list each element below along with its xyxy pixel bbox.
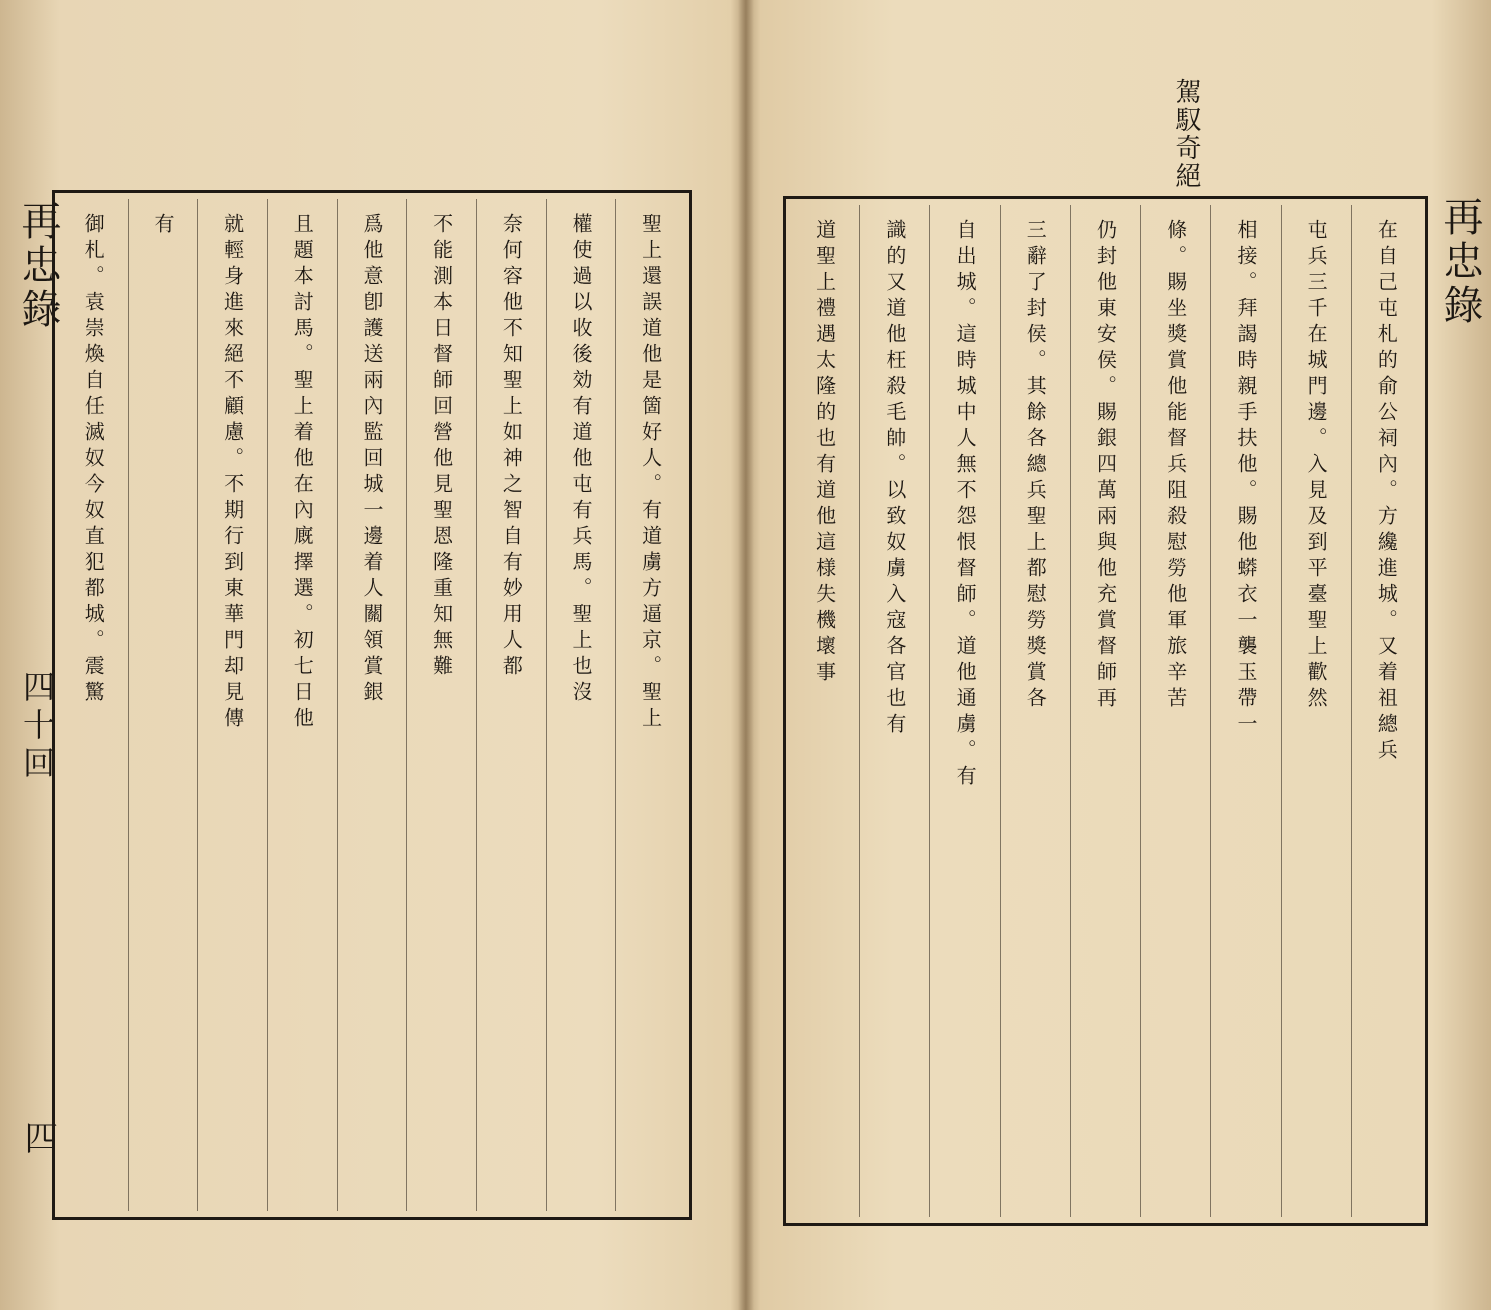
- left-text-frame: [52, 190, 692, 1220]
- column-text: 御札。袁崇煥自任滅奴今奴直犯都城。震驚: [81, 213, 106, 707]
- column-text: 且題本討馬。聖上着他在內廐擇選。初七日他: [290, 213, 315, 733]
- column-text: 相接。拜謁時親手扶他。賜他蟒衣一襲玉帶一: [1233, 219, 1258, 739]
- text-column: [1140, 205, 1210, 1217]
- column-text: 奈何容他不知聖上如神之智自有妙用人都: [499, 213, 524, 681]
- text-column: [406, 199, 476, 1211]
- column-text: 在自己屯札的俞公祠內。方纔進城。又着祖總兵: [1374, 219, 1399, 765]
- margin-chapter: 四十回: [18, 670, 56, 784]
- text-column: [790, 205, 859, 1217]
- text-column: [59, 199, 128, 1211]
- text-column: [337, 199, 407, 1211]
- text-column: [929, 205, 999, 1217]
- margin-leaf-number: 四: [18, 1120, 58, 1154]
- column-text: 權使過以收後効有道他屯有兵馬。聖上也沒: [568, 213, 593, 707]
- right-margin-title: 再忠錄: [1437, 196, 1483, 328]
- text-column: [859, 205, 929, 1217]
- column-text: 條。賜坐獎賞他能督兵阻殺慰勞他軍旅辛苦: [1163, 219, 1188, 713]
- column-text: 就輕身進來絕不顧慮。不期行到東華門却見傳: [220, 213, 245, 733]
- text-column: [476, 199, 546, 1211]
- column-text: 識的又道他枉殺毛帥。以致奴虜入寇各官也有: [882, 219, 907, 739]
- marginal-comment: 駕馭奇絕: [1171, 78, 1201, 190]
- text-column: [1000, 205, 1070, 1217]
- text-column: [1281, 205, 1351, 1217]
- column-text: 自出城。這時城中人無不怨恨督師。道他通虜。有: [953, 219, 978, 791]
- text-column: [546, 199, 616, 1211]
- column-text: 屯兵三千在城門邊。入見及到平臺聖上歡然: [1304, 219, 1329, 713]
- column-text: 不能測本日督師回營他見聖恩隆重知無難: [429, 213, 454, 681]
- column-text: 有: [150, 213, 175, 239]
- text-column: [1351, 205, 1421, 1217]
- text-column: [128, 199, 198, 1211]
- text-column: [1210, 205, 1280, 1217]
- text-column: [1070, 205, 1140, 1217]
- column-text: 爲他意卽護送兩內監回城一邊着人關領賞銀: [359, 213, 384, 707]
- left-columns: [59, 199, 685, 1211]
- column-text: 道聖上禮遇太隆的也有道他這様失機壞事: [812, 219, 837, 687]
- right-columns: [790, 205, 1421, 1217]
- column-text: 仍封他東安侯。賜銀四萬兩與他充賞督師再: [1093, 219, 1118, 713]
- book-gutter: [738, 0, 754, 1310]
- text-column: [197, 199, 267, 1211]
- column-text: 三辭了封侯。其餘各總兵聖上都慰勞獎賞各: [1023, 219, 1048, 713]
- column-text: 聖上還誤道他是箇好人。有道虜方逼京。聖上: [638, 213, 663, 733]
- text-column: [615, 199, 685, 1211]
- left-page: [0, 0, 744, 1310]
- left-page-margin: [6, 200, 61, 1220]
- text-column: [267, 199, 337, 1211]
- margin-title: 再忠錄: [15, 200, 61, 332]
- right-text-frame: [783, 196, 1428, 1226]
